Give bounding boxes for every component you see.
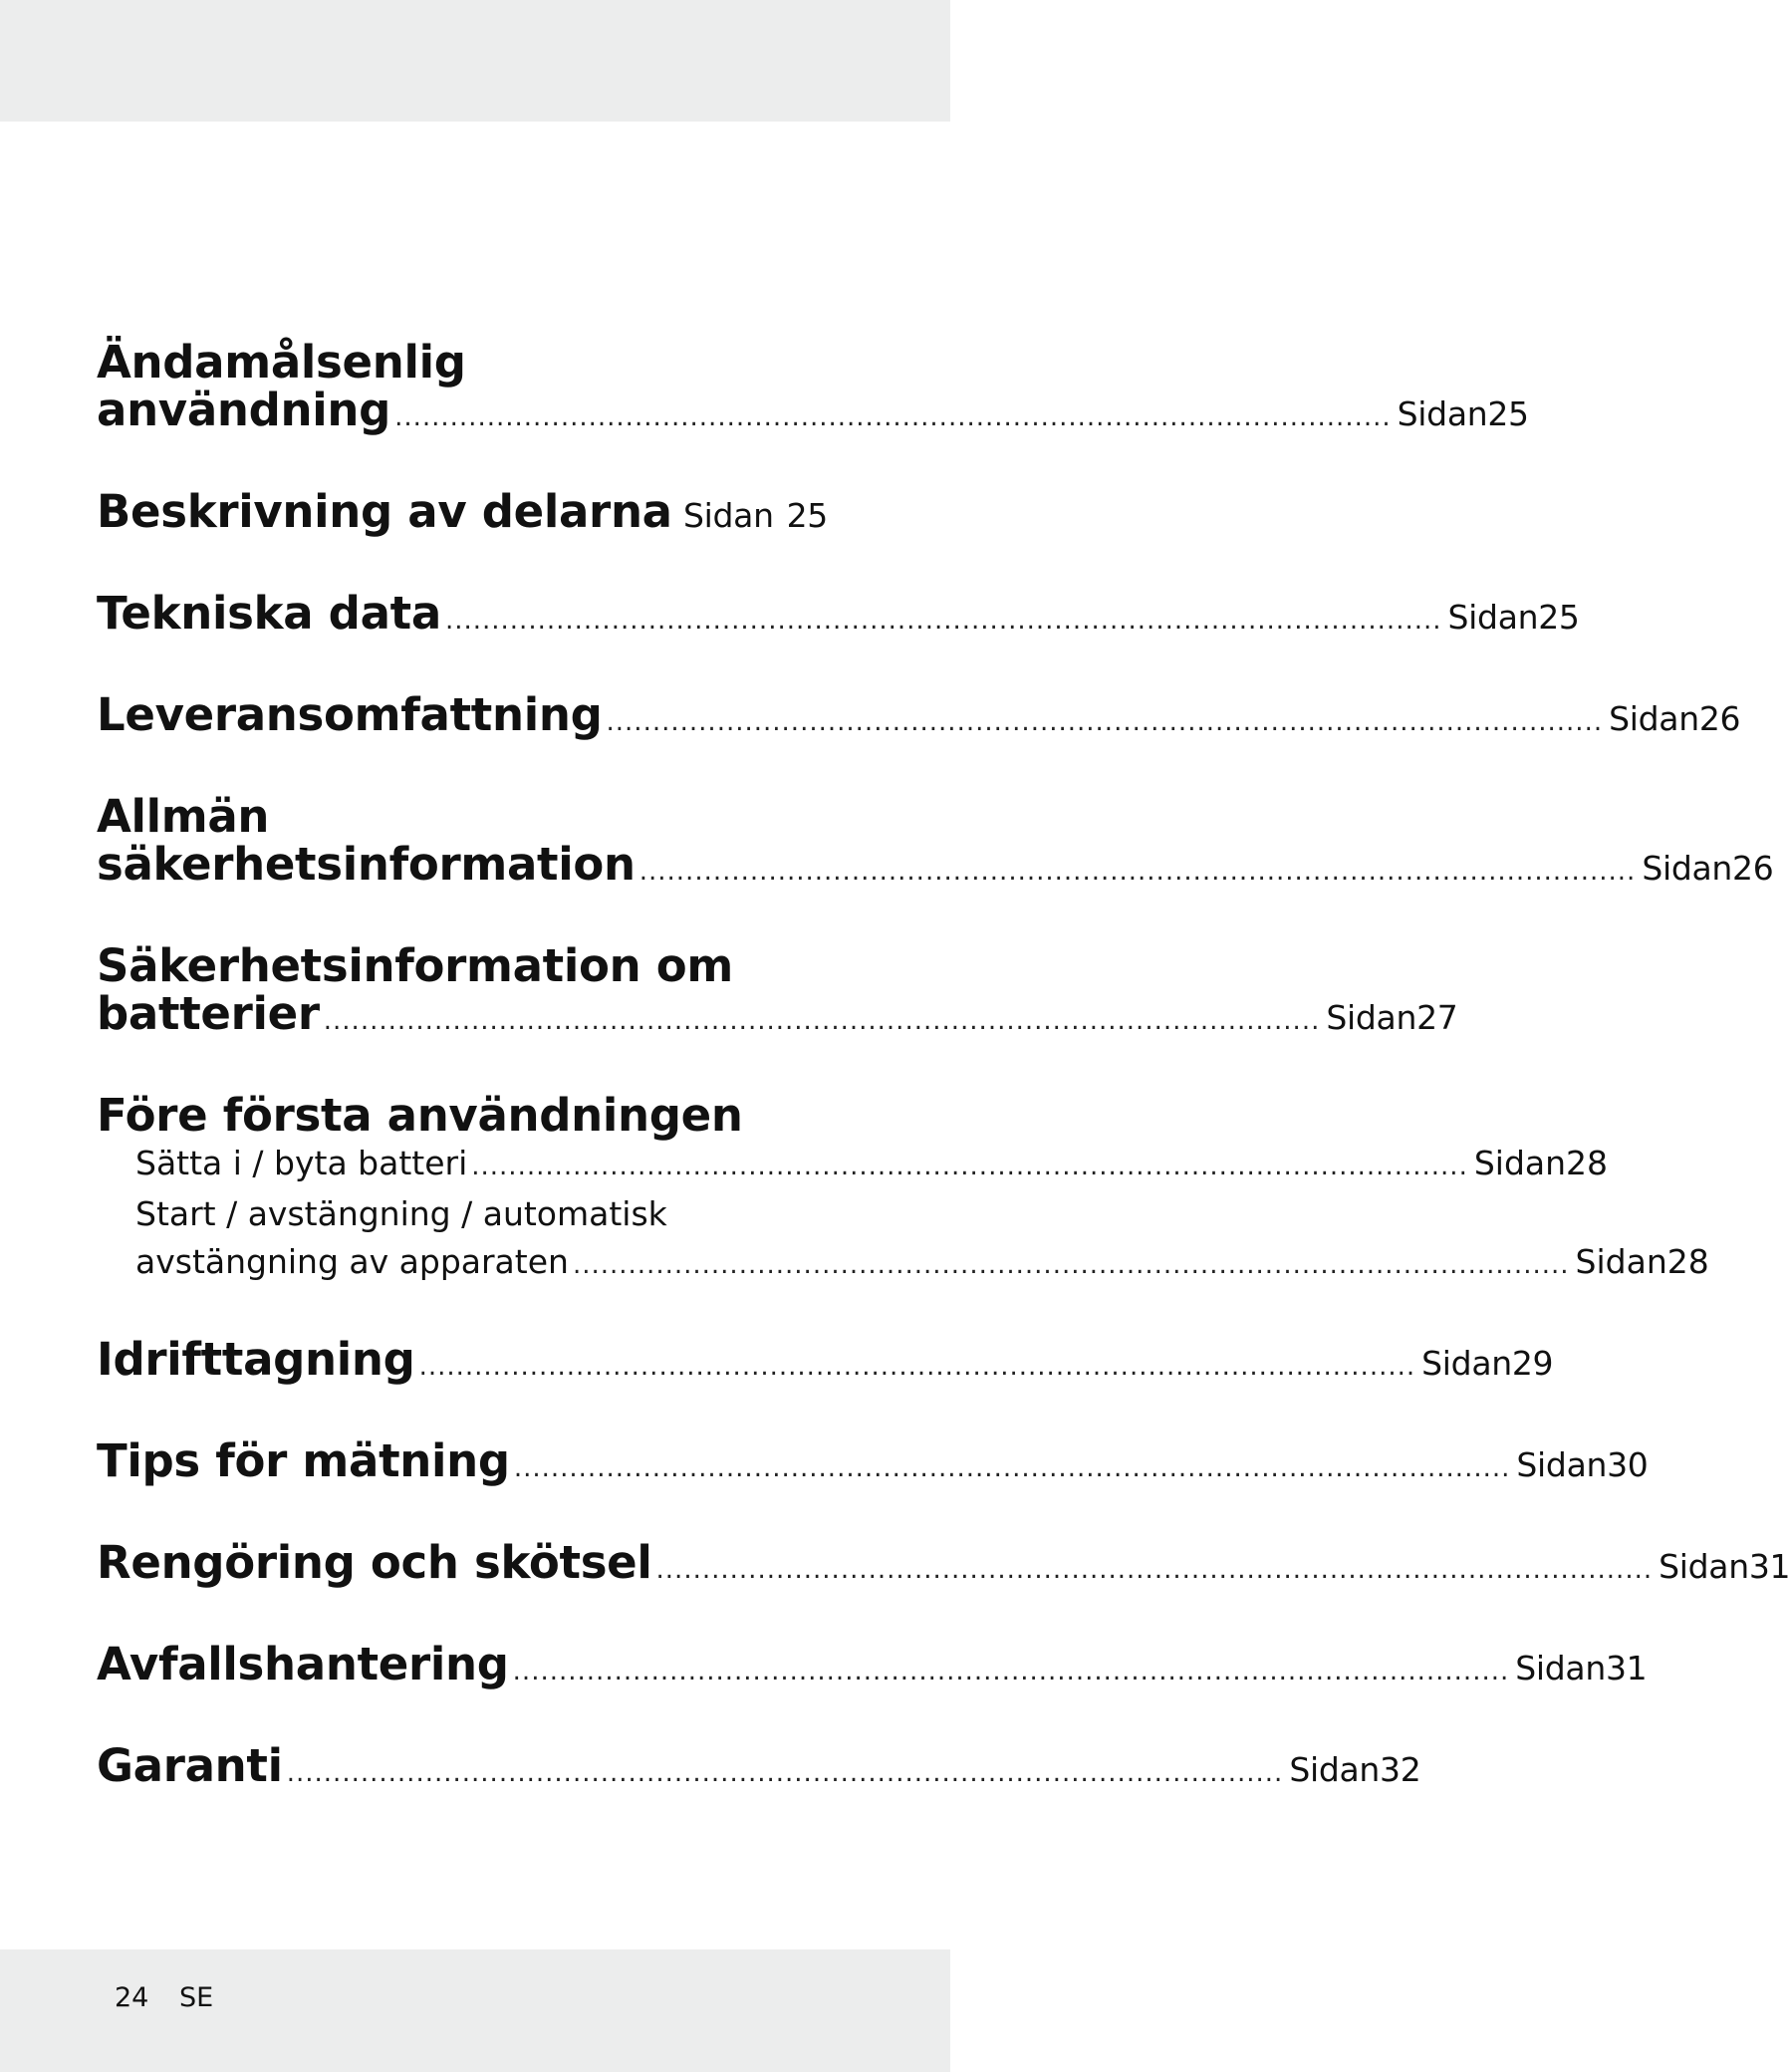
- page-number: 27: [1416, 998, 1458, 1037]
- toc-entry-tips-for-matning[interactable]: [97, 1434, 1649, 1492]
- leader-dots: ............................................................................................................: [323, 1006, 1321, 1036]
- page-ref: Sidan 25: [683, 492, 828, 540]
- toc-entry-title: Säkerhetsinformation om: [97, 939, 733, 992]
- leader-dots: ............................................................................................................: [286, 1758, 1284, 1788]
- page-ref: Sidan 28: [1576, 1238, 1709, 1286]
- toc-entry-title: användning: [97, 384, 391, 436]
- page-number: 26: [1732, 849, 1774, 888]
- leader-dots: ............................................................................................................: [418, 1352, 1416, 1382]
- toc-entry-title: Rengöring och skötsel: [97, 1536, 652, 1589]
- toc-entry-title: säkerhetsinformation: [97, 838, 636, 891]
- page-ref: Sidan 31: [1659, 1543, 1790, 1591]
- toc-entry-title: Leveransomfattning: [97, 688, 603, 741]
- page-ref: Sidan 25: [1398, 390, 1529, 438]
- page-ref: Sidan 27: [1326, 994, 1457, 1042]
- leader-dots: ............................................................................................................: [512, 1657, 1510, 1686]
- page-number: 26: [1698, 699, 1741, 738]
- page-ref: Sidan 26: [1609, 695, 1740, 743]
- toc-entry-garanti[interactable]: [97, 1739, 1421, 1797]
- page-number: 31: [1748, 1547, 1790, 1586]
- toc-entry-title: Tekniska data: [97, 587, 441, 640]
- table-of-contents: [97, 336, 1790, 1797]
- leader-dots: ............................................................................................................: [572, 1250, 1570, 1280]
- page-ref: Sidan 28: [1474, 1140, 1608, 1187]
- toc-entry-andamalsenlig[interactable]: [97, 336, 1529, 441]
- toc-entry-tekniska-data[interactable]: [97, 587, 1580, 645]
- toc-entry-beskrivning[interactable]: [97, 485, 828, 543]
- page-ref: Sidan 29: [1421, 1340, 1553, 1388]
- page-number: 30: [1607, 1445, 1649, 1484]
- page-ref: Sidan 26: [1642, 845, 1773, 893]
- page-number: 31: [1605, 1649, 1648, 1687]
- page-number: 25: [786, 496, 828, 535]
- toc-entry-title: Allmän: [97, 790, 270, 843]
- toc-entry-allman-sakerhetsinformation[interactable]: [97, 790, 1774, 896]
- toc-subentry-title: Sätta i / byta batteri: [135, 1144, 468, 1182]
- leader-dots: ............................................................................................................: [639, 857, 1637, 887]
- page-number: 28: [1566, 1144, 1609, 1182]
- toc-entry-sakerhetsinformation-batterier[interactable]: [97, 939, 1458, 1045]
- leader-dots: ............................................................................................................: [471, 1152, 1468, 1181]
- toc-subentry-title: avstängning av apparaten: [135, 1242, 569, 1281]
- page-ref: Sidan 32: [1289, 1746, 1420, 1794]
- footer-language-code: SE: [179, 1982, 214, 2013]
- toc-subentry-satta-i-byta-batteri[interactable]: [97, 1140, 1609, 1190]
- page-number: 25: [1538, 598, 1580, 637]
- page-number: 32: [1380, 1750, 1421, 1789]
- toc-entry-title: Garanti: [97, 1739, 283, 1792]
- toc-entry-rengoring-och-skotsel[interactable]: [97, 1536, 1790, 1594]
- footer-page-number: 24: [115, 1982, 149, 2013]
- toc-entry-avfallshantering[interactable]: [97, 1638, 1648, 1695]
- page-number: 29: [1511, 1344, 1554, 1383]
- toc-entry-leveransomfattning[interactable]: [97, 688, 1741, 746]
- toc-subentry-start-avstangning[interactable]: [97, 1190, 1709, 1289]
- leader-dots: [676, 495, 677, 543]
- page-ref: Sidan 25: [1448, 594, 1580, 642]
- toc-entry-title: Avfallshantering: [97, 1638, 509, 1690]
- leader-dots: ............................................................................................................: [513, 1453, 1511, 1483]
- leader-dots: ............................................................................................................: [655, 1555, 1654, 1585]
- page-number: 28: [1666, 1242, 1709, 1281]
- toc-entry-title: Beskrivning av delarna: [97, 485, 672, 538]
- page-ref: Sidan 30: [1516, 1441, 1648, 1489]
- toc-entry-title: batterier: [97, 987, 320, 1040]
- toc-entry-idrifttagning[interactable]: [97, 1333, 1554, 1391]
- toc-entry-title[interactable]: Före första användningen: [97, 1089, 743, 1142]
- leader-dots: ............................................................................................................: [394, 402, 1392, 432]
- toc-entry-fore-forsta-anvandningen: [97, 1089, 1709, 1289]
- leader-dots: ............................................................................................................: [606, 707, 1604, 737]
- page-ref: Sidan 31: [1515, 1645, 1647, 1692]
- toc-entry-title: Ändamålsenlig: [97, 336, 466, 388]
- header-band: [0, 0, 950, 122]
- toc-entry-title: Tips för mätning: [97, 1434, 510, 1487]
- leader-dots: ............................................................................................................: [444, 606, 1442, 636]
- page-number: 25: [1487, 394, 1529, 433]
- toc-entry-title: Idrifttagning: [97, 1333, 415, 1386]
- toc-subentry-title: Start / avstängning / automatisk: [135, 1194, 667, 1233]
